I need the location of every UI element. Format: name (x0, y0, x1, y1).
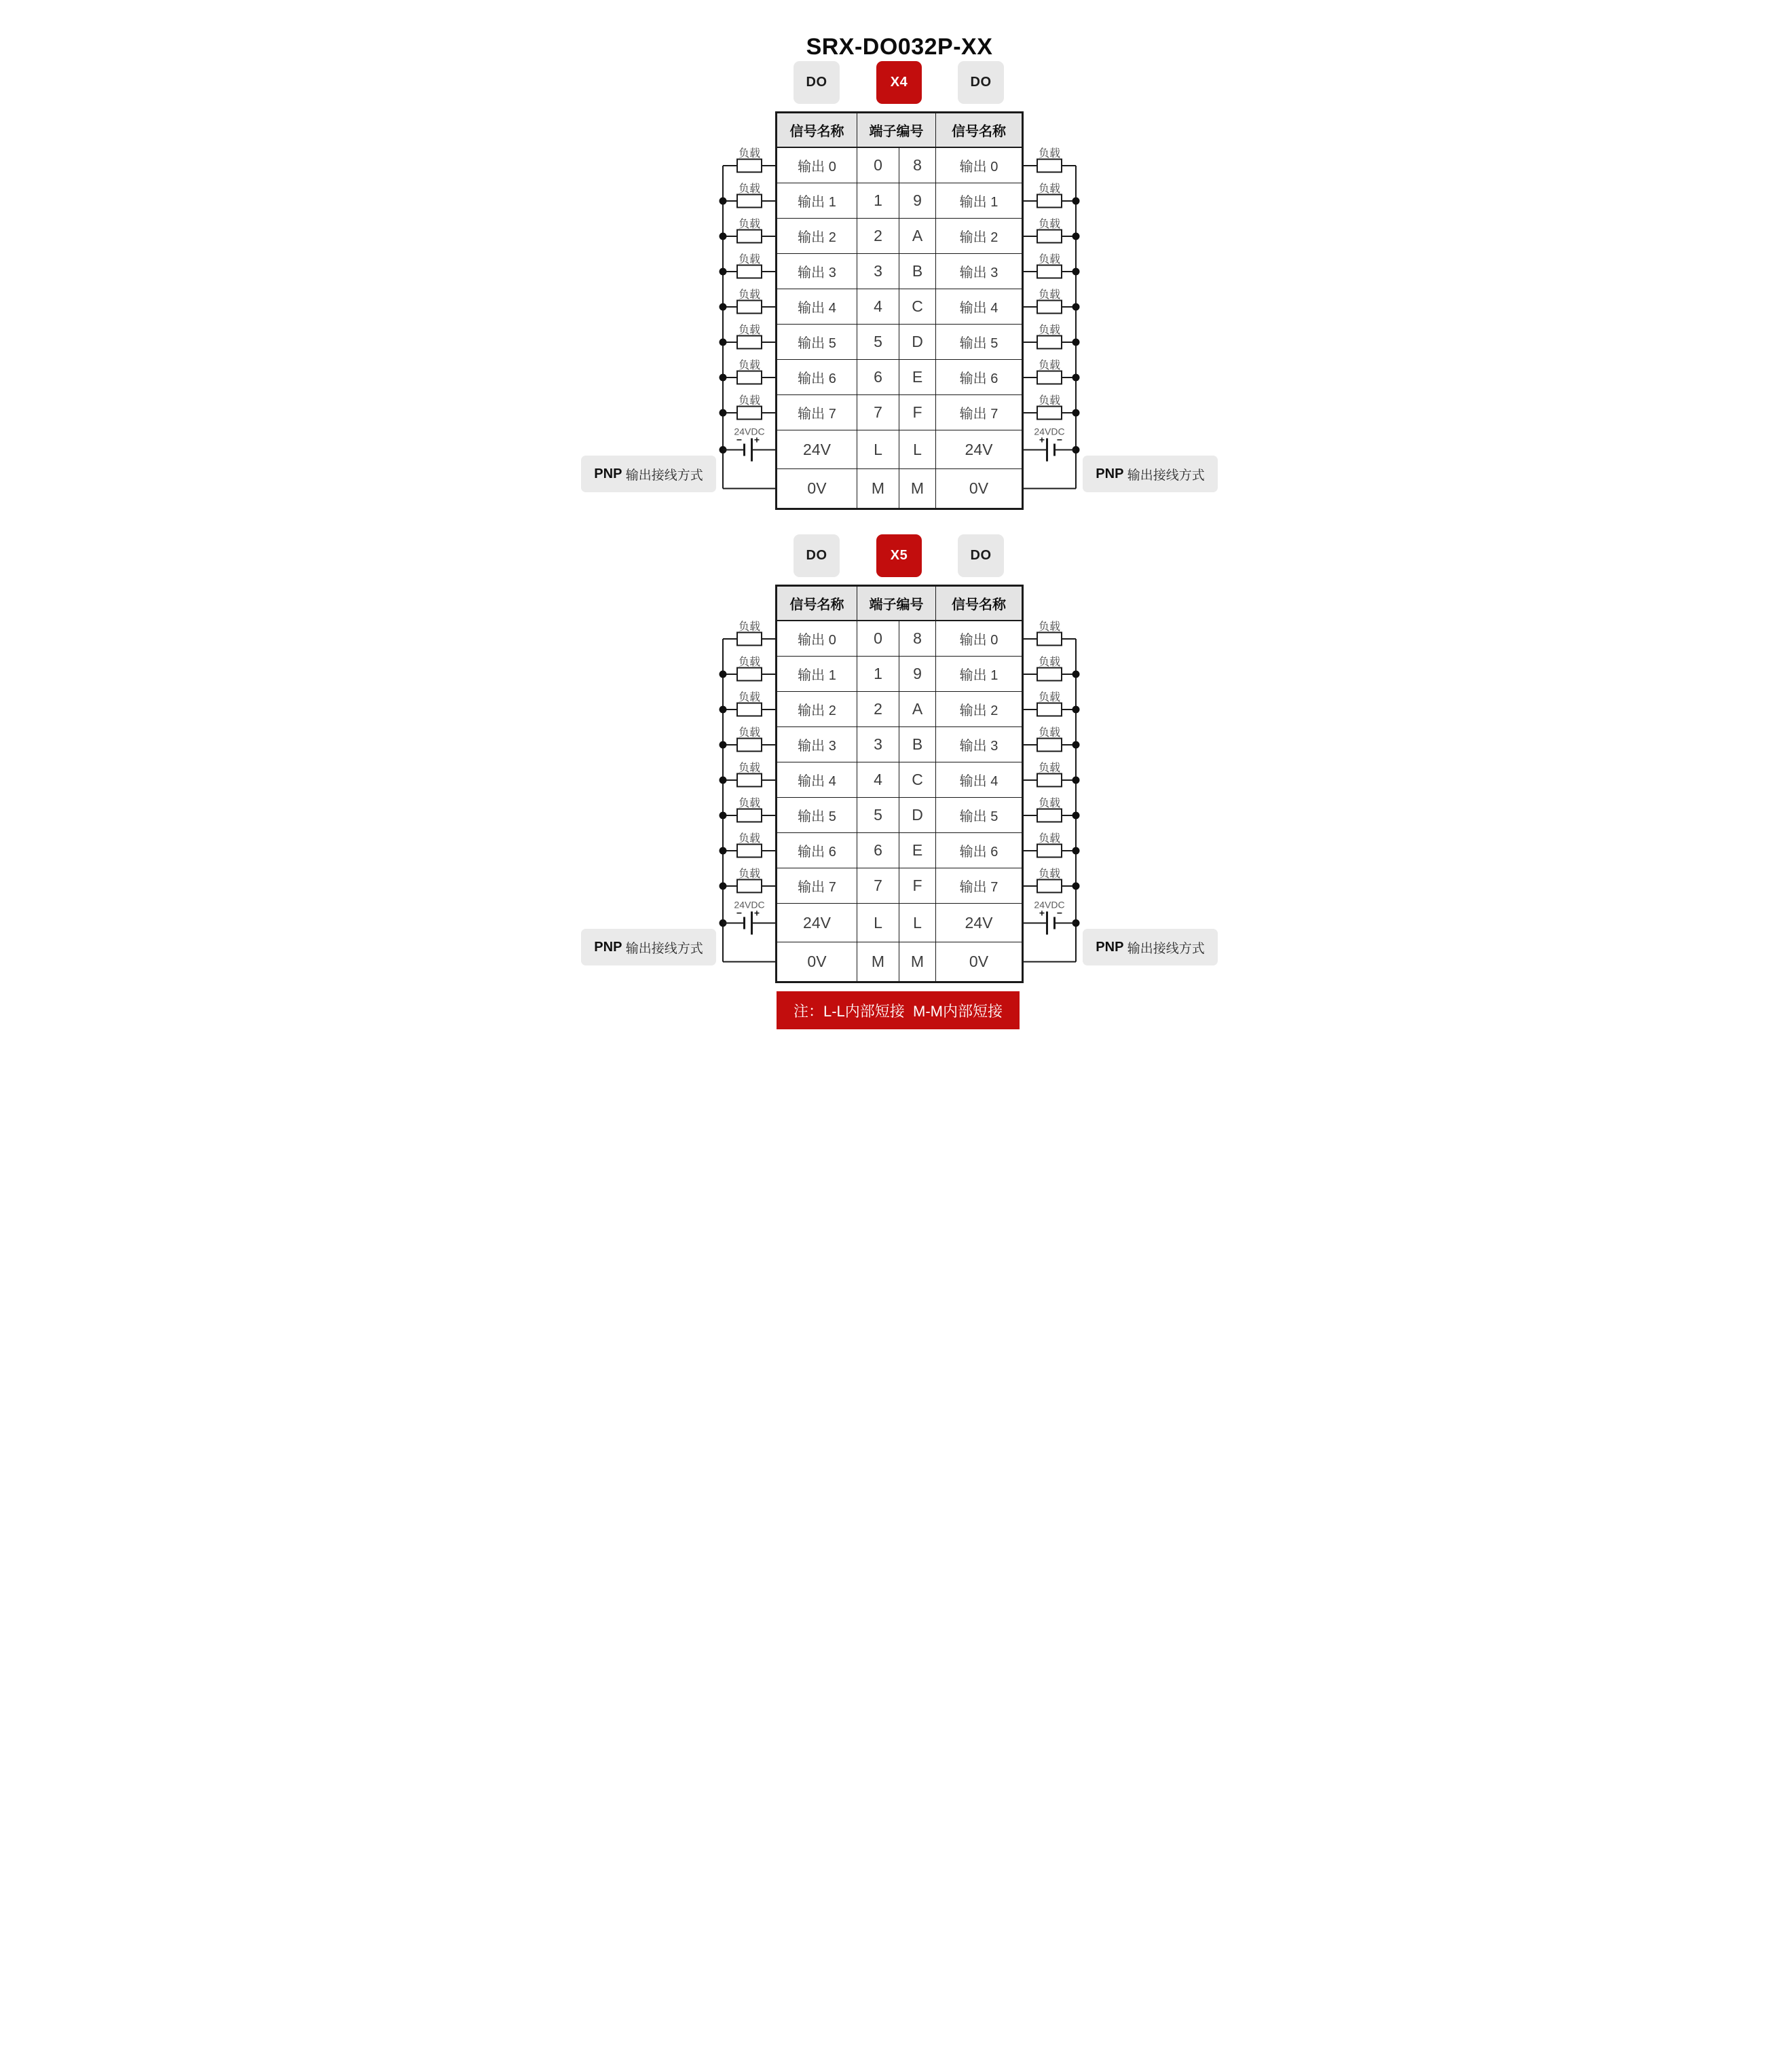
terminal-cell-b: D (899, 798, 936, 832)
load-label: 负载 (738, 360, 761, 371)
signal-table-x4 (775, 111, 1024, 510)
load-label: 负载 (738, 289, 761, 301)
junction-dot (1072, 706, 1080, 714)
junction-dot (1072, 777, 1080, 784)
signal-cell-right: 输出 3 (936, 254, 1022, 289)
load-label: 负载 (738, 727, 761, 739)
load-resistor (737, 845, 762, 858)
terminal-cell-b: 9 (899, 657, 936, 691)
signal-cell-left: 输出 0 (777, 148, 857, 183)
right-load-circuit (1024, 585, 1083, 983)
load-resistor (1037, 703, 1062, 716)
signal-cell-left: 输出 5 (777, 325, 857, 359)
pnp-wiring-label-left (581, 929, 716, 965)
junction-dot (720, 409, 727, 417)
signal-cell-left: 输出 1 (777, 657, 857, 691)
terminal-cell-a: 3 (857, 727, 899, 762)
load-label: 负载 (1038, 148, 1061, 160)
table-row-supply-8 (777, 430, 1022, 469)
terminal-cell-a: 5 (857, 325, 899, 359)
table-row-output-4 (777, 289, 1022, 325)
load-label: 负载 (738, 833, 761, 845)
header-signal-name-right: 信号名称 (936, 113, 1022, 147)
table-row-ground-9 (777, 942, 1022, 981)
table-row-output-0 (777, 148, 1022, 183)
battery-plus-sign: + (1039, 434, 1045, 445)
junction-dot (1072, 268, 1080, 276)
load-label: 负载 (1038, 254, 1061, 265)
do-badge-right: DO (958, 534, 1004, 577)
terminal-cell-a: L (857, 430, 899, 468)
table-row-output-6 (777, 360, 1022, 395)
signal-cell-right: 输出 4 (936, 762, 1022, 797)
do-badge-left: DO (794, 534, 840, 577)
terminal-cell-a: 1 (857, 657, 899, 691)
do-badge-left: DO (794, 61, 840, 104)
load-label: 负载 (1038, 183, 1061, 195)
load-resistor (1037, 845, 1062, 858)
junction-dot (720, 883, 727, 890)
signal-cell-left: 输出 5 (777, 798, 857, 832)
battery-plus-sign: + (753, 434, 760, 445)
load-label: 负载 (738, 798, 761, 809)
junction-dot (720, 233, 727, 240)
battery-minus-sign: − (1056, 434, 1063, 445)
table-row-output-1 (777, 183, 1022, 219)
terminal-cell-a: 3 (857, 254, 899, 289)
junction-dot (1072, 883, 1080, 890)
signal-cell-left: 24V (777, 430, 857, 468)
load-resistor (1037, 407, 1062, 420)
signal-cell-left: 输出 7 (777, 868, 857, 903)
header-terminal-number: 端子编号 (857, 587, 936, 620)
load-resistor (1037, 160, 1062, 172)
load-resistor (1037, 195, 1062, 208)
load-label: 负载 (1038, 657, 1061, 668)
signal-table-x5 (775, 585, 1024, 983)
load-resistor (737, 774, 762, 787)
left-circuit-svg (716, 111, 775, 510)
load-label: 负载 (738, 254, 761, 265)
table-row-output-4 (777, 762, 1022, 798)
table-row-ground-9 (777, 469, 1022, 508)
note-banner: 注：L-L内部短接 M-M内部短接 (777, 991, 1020, 1029)
pnp-wiring-label-right (1083, 929, 1218, 965)
pnp-label-bold: PNP (1096, 939, 1124, 955)
junction-dot (720, 339, 727, 346)
terminal-cell-b: A (899, 692, 936, 726)
junction-dot (720, 303, 727, 311)
load-resistor (737, 739, 762, 752)
battery-positive-bar (751, 912, 753, 935)
terminal-cell-b: M (899, 942, 936, 981)
junction-dot (720, 268, 727, 276)
signal-cell-left: 输出 6 (777, 360, 857, 394)
pnp-label-bold: PNP (594, 939, 622, 955)
terminal-cell-a: 4 (857, 762, 899, 797)
table-row-output-2 (777, 219, 1022, 254)
load-resistor (737, 407, 762, 420)
pnp-wiring-label-left (581, 456, 716, 492)
table-header-row (777, 587, 1022, 621)
terminal-cell-b: A (899, 219, 936, 253)
signal-cell-left: 24V (777, 904, 857, 942)
load-resistor (1037, 230, 1062, 243)
signal-cell-right: 0V (936, 942, 1022, 981)
battery-plus-sign: + (1039, 907, 1045, 919)
load-label: 负载 (738, 868, 761, 880)
signal-cell-right: 输出 4 (936, 289, 1022, 324)
table-row-output-7 (777, 395, 1022, 430)
pnp-label-bold: PNP (594, 466, 622, 481)
right-load-circuit (1024, 111, 1083, 510)
load-resistor (737, 809, 762, 822)
signal-cell-right: 24V (936, 904, 1022, 942)
load-resistor (1037, 301, 1062, 314)
junction-dot (1072, 812, 1080, 820)
load-resistor (1037, 774, 1062, 787)
terminal-cell-b: C (899, 289, 936, 324)
supply-voltage-label: 24VDC (734, 426, 765, 437)
supply-voltage-label: 24VDC (1034, 426, 1065, 437)
signal-cell-left: 输出 7 (777, 395, 857, 430)
signal-cell-left: 0V (777, 942, 857, 981)
signal-cell-right: 输出 5 (936, 798, 1022, 832)
junction-dot (1072, 671, 1080, 678)
load-label: 负载 (1038, 395, 1061, 407)
junction-dot (720, 812, 727, 820)
battery-minus-sign: − (1056, 907, 1063, 919)
signal-cell-left: 输出 1 (777, 183, 857, 218)
battery-plus-sign: + (753, 907, 760, 919)
terminal-cell-b: D (899, 325, 936, 359)
load-label: 负载 (1038, 360, 1061, 371)
load-label: 负载 (738, 692, 761, 703)
terminal-cell-a: 5 (857, 798, 899, 832)
junction-dot (1072, 409, 1080, 417)
table-row-output-5 (777, 798, 1022, 833)
load-resistor (737, 668, 762, 681)
load-resistor (1037, 633, 1062, 646)
terminal-cell-a: M (857, 469, 899, 508)
load-label: 负载 (738, 325, 761, 336)
load-resistor (737, 301, 762, 314)
terminal-cell-a: L (857, 904, 899, 942)
header-signal-name-right: 信号名称 (936, 587, 1022, 620)
terminal-cell-a: M (857, 942, 899, 981)
connector-badge-x5: X5 (876, 534, 922, 577)
load-resistor (1037, 336, 1062, 349)
load-resistor (737, 633, 762, 646)
wiring-diagram-page (448, 0, 1344, 1033)
signal-cell-left: 输出 0 (777, 621, 857, 656)
junction-dot (1072, 233, 1080, 240)
load-label: 负载 (1038, 621, 1061, 633)
terminal-cell-b: E (899, 360, 936, 394)
do-badge-right: DO (958, 61, 1004, 104)
table-header-row (777, 113, 1022, 148)
battery-positive-bar (1046, 912, 1048, 935)
terminal-cell-b: M (899, 469, 936, 508)
terminal-cell-a: 7 (857, 868, 899, 903)
pnp-wiring-label-right (1083, 456, 1218, 492)
signal-cell-left: 输出 6 (777, 833, 857, 868)
load-label: 负载 (738, 183, 761, 195)
load-resistor (1037, 880, 1062, 893)
junction-dot (720, 374, 727, 382)
signal-cell-left: 输出 2 (777, 692, 857, 726)
signal-cell-right: 输出 2 (936, 219, 1022, 253)
battery-positive-bar (751, 439, 753, 462)
junction-dot (720, 671, 727, 678)
load-label: 负载 (1038, 833, 1061, 845)
table-row-output-3 (777, 254, 1022, 289)
terminal-cell-b: E (899, 833, 936, 868)
battery-negative-bar (1053, 444, 1056, 456)
table-row-output-5 (777, 325, 1022, 360)
signal-cell-left: 输出 4 (777, 289, 857, 324)
terminal-cell-a: 6 (857, 833, 899, 868)
signal-cell-right: 输出 7 (936, 868, 1022, 903)
connector-badge-x4: X4 (876, 61, 922, 104)
signal-cell-right: 输出 6 (936, 833, 1022, 868)
junction-dot (1072, 339, 1080, 346)
connector-diagram-x5 (448, 534, 1344, 983)
battery-minus-sign: − (736, 434, 743, 445)
signal-cell-right: 输出 5 (936, 325, 1022, 359)
battery-minus-sign: − (736, 907, 743, 919)
load-resistor (1037, 668, 1062, 681)
terminal-cell-b: 8 (899, 148, 936, 183)
terminal-cell-a: 4 (857, 289, 899, 324)
terminal-cell-b: F (899, 395, 936, 430)
supply-voltage-label: 24VDC (734, 899, 765, 910)
terminal-cell-b: 8 (899, 621, 936, 656)
supply-voltage-label: 24VDC (1034, 899, 1065, 910)
load-label: 负载 (738, 621, 761, 633)
signal-cell-right: 输出 1 (936, 183, 1022, 218)
load-resistor (1037, 371, 1062, 384)
header-signal-name-left: 信号名称 (777, 113, 857, 147)
battery-negative-bar (1053, 917, 1056, 929)
load-label: 负载 (1038, 289, 1061, 301)
load-resistor (1037, 265, 1062, 278)
terminal-cell-a: 7 (857, 395, 899, 430)
pnp-label-text: 输出接线方式 (622, 941, 703, 956)
terminal-cell-b: B (899, 254, 936, 289)
junction-dot (720, 741, 727, 749)
junction-dot (720, 847, 727, 855)
signal-cell-left: 输出 4 (777, 762, 857, 797)
terminal-cell-b: L (899, 904, 936, 942)
load-resistor (737, 265, 762, 278)
load-label: 负载 (738, 762, 761, 774)
terminal-cell-a: 6 (857, 360, 899, 394)
right-circuit-svg (1024, 585, 1083, 983)
load-resistor (737, 336, 762, 349)
load-label: 负载 (1038, 692, 1061, 703)
load-label: 负载 (738, 395, 761, 407)
page-title: SRX-DO032P-XX (806, 34, 993, 60)
load-resistor (737, 371, 762, 384)
load-resistor (737, 703, 762, 716)
signal-cell-right: 输出 6 (936, 360, 1022, 394)
load-label: 负载 (738, 657, 761, 668)
header-terminal-number: 端子编号 (857, 113, 936, 147)
pnp-label-text: 输出接线方式 (622, 468, 703, 483)
load-label: 负载 (1038, 727, 1061, 739)
terminal-cell-a: 0 (857, 621, 899, 656)
signal-cell-right: 输出 3 (936, 727, 1022, 762)
pnp-label-text: 输出接线方式 (1123, 941, 1205, 956)
table-row-output-7 (777, 868, 1022, 904)
battery-negative-bar (743, 917, 745, 929)
load-label: 负载 (1038, 219, 1061, 230)
terminal-cell-b: B (899, 727, 936, 762)
load-label: 负载 (738, 219, 761, 230)
table-row-output-2 (777, 692, 1022, 727)
signal-cell-right: 24V (936, 430, 1022, 468)
terminal-cell-a: 1 (857, 183, 899, 218)
signal-cell-left: 0V (777, 469, 857, 508)
load-label: 负载 (1038, 325, 1061, 336)
terminal-cell-a: 0 (857, 148, 899, 183)
load-label: 负载 (1038, 798, 1061, 809)
signal-cell-right: 输出 7 (936, 395, 1022, 430)
connector-diagram-x4 (448, 61, 1344, 510)
load-label: 负载 (1038, 762, 1061, 774)
signal-cell-right: 输出 2 (936, 692, 1022, 726)
load-resistor (737, 230, 762, 243)
signal-cell-left: 输出 3 (777, 254, 857, 289)
terminal-cell-a: 2 (857, 219, 899, 253)
signal-cell-right: 输出 0 (936, 148, 1022, 183)
terminal-cell-b: 9 (899, 183, 936, 218)
terminal-cell-b: C (899, 762, 936, 797)
junction-dot (1072, 847, 1080, 855)
table-row-output-1 (777, 657, 1022, 692)
load-label: 负载 (1038, 868, 1061, 880)
right-circuit-svg (1024, 111, 1083, 510)
battery-positive-bar (1046, 439, 1048, 462)
header-signal-name-left: 信号名称 (777, 587, 857, 620)
terminal-cell-b: L (899, 430, 936, 468)
table-row-supply-8 (777, 904, 1022, 942)
load-resistor (1037, 809, 1062, 822)
table-row-output-0 (777, 621, 1022, 657)
junction-dot (1072, 198, 1080, 205)
load-resistor (737, 160, 762, 172)
terminal-cell-b: F (899, 868, 936, 903)
signal-cell-left: 输出 3 (777, 727, 857, 762)
junction-dot (720, 777, 727, 784)
left-load-circuit (716, 585, 775, 983)
load-resistor (1037, 739, 1062, 752)
junction-dot (720, 706, 727, 714)
table-row-output-3 (777, 727, 1022, 762)
pnp-label-bold: PNP (1096, 466, 1124, 481)
junction-dot (720, 198, 727, 205)
signal-cell-left: 输出 2 (777, 219, 857, 253)
signal-cell-right: 输出 1 (936, 657, 1022, 691)
junction-dot (1072, 374, 1080, 382)
terminal-cell-a: 2 (857, 692, 899, 726)
table-row-output-6 (777, 833, 1022, 868)
left-load-circuit (716, 111, 775, 510)
junction-dot (1072, 303, 1080, 311)
signal-cell-right: 0V (936, 469, 1022, 508)
battery-negative-bar (743, 444, 745, 456)
junction-dot (1072, 741, 1080, 749)
load-resistor (737, 880, 762, 893)
load-resistor (737, 195, 762, 208)
load-label: 负载 (738, 148, 761, 160)
signal-cell-right: 输出 0 (936, 621, 1022, 656)
pnp-label-text: 输出接线方式 (1123, 468, 1205, 483)
left-circuit-svg (716, 585, 775, 983)
